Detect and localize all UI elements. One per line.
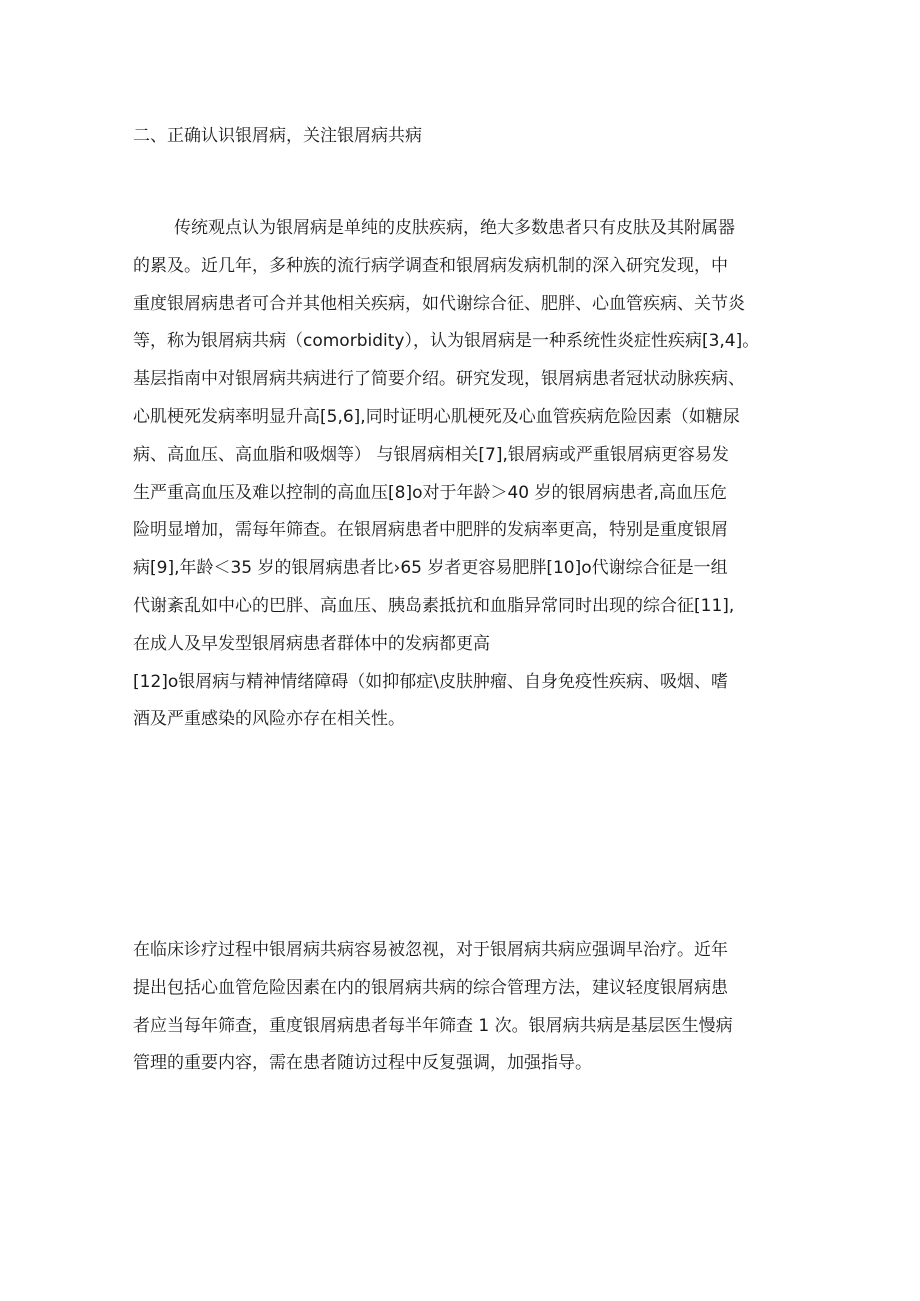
paragraph-line: 病[9],年龄＜35 岁的银屑病患者比›65 岁者更容易肥胖[10]o代谢综合征是一组 xyxy=(133,558,728,579)
paragraph-line: 的累及。近几年，多种族的流行病学调查和银屑病发病机制的深入研究发现，中 xyxy=(133,255,728,276)
paragraph-comorbidity-overview xyxy=(133,210,803,739)
paragraph-line: 提出包括心血管危险因素在内的银屑病共病的综合管理方法，建议轻度银屑病患 xyxy=(133,977,728,998)
section-heading: 二、正确认识银屑病，关注银屑病共病 xyxy=(133,126,422,146)
paragraph-line: 生严重高血压及难以控制的高血压[8]o对于年龄＞40 岁的银屑病患者,高血压危 xyxy=(133,482,727,503)
paragraph-line: 酒及严重感染的风险亦存在相关性。 xyxy=(133,709,405,730)
paragraph-line: 重度银屑病患者可合并其他相关疾病，如代谢综合征、肥胖、心血管疾病、关节炎 xyxy=(133,293,745,314)
paragraph-line: [12]o银屑病与精神情绪障碍（如抑郁症\皮肤肿瘤、自身免疫性疾病、吸烟、嗜 xyxy=(133,671,729,692)
paragraph-line: 者应当每年筛查，重度银屑病患者每半年筛查 1 次。银屑病共病是基层医生慢病 xyxy=(133,1015,733,1036)
paragraph-line: 病、高血压、高血脂和吸烟等） 与银屑病相关[7],银屑病或严重银屑病更容易发 xyxy=(133,444,729,465)
paragraph-line: 等，称为银屑病共病（comorbidity），认为银屑病是一种系统性炎症性疾病[3,4]。 xyxy=(133,331,760,352)
paragraph-line: 险明显增加，需每年筛查。在银屑病患者中肥胖的发病率更高，特别是重度银屑 xyxy=(133,520,728,541)
paragraph-line: 管理的重要内容，需在患者随访过程中反复强调，加强指导。 xyxy=(133,1053,592,1074)
paragraph-line: 基层指南中对银屑病共病进行了简要介绍。研究发现，银屑病患者冠状动脉疾病、 xyxy=(133,369,745,390)
paragraph-line: 心肌梗死发病率明显升高[5,6],同时证明心肌梗死及心血管疾病危险因素（如糖尿 xyxy=(133,406,740,427)
paragraph-line: 在成人及早发型银屑病患者群体中的发病都更高 xyxy=(133,633,490,654)
paragraph-clinical-management xyxy=(133,932,803,1083)
paragraph-line: 代谢紊乱如中心的巴胖、高血压、胰岛素抵抗和血脂异常同时出现的综合征[11], xyxy=(133,595,735,616)
paragraph-line: 在临床诊疗过程中银屑病共病容易被忽视，对于银屑病共病应强调早治疗。近年 xyxy=(133,940,728,960)
paragraph-line: 传统观点认为银屑病是单纯的皮肤疾病，绝大多数患者只有皮肤及其附属器 xyxy=(174,218,735,238)
